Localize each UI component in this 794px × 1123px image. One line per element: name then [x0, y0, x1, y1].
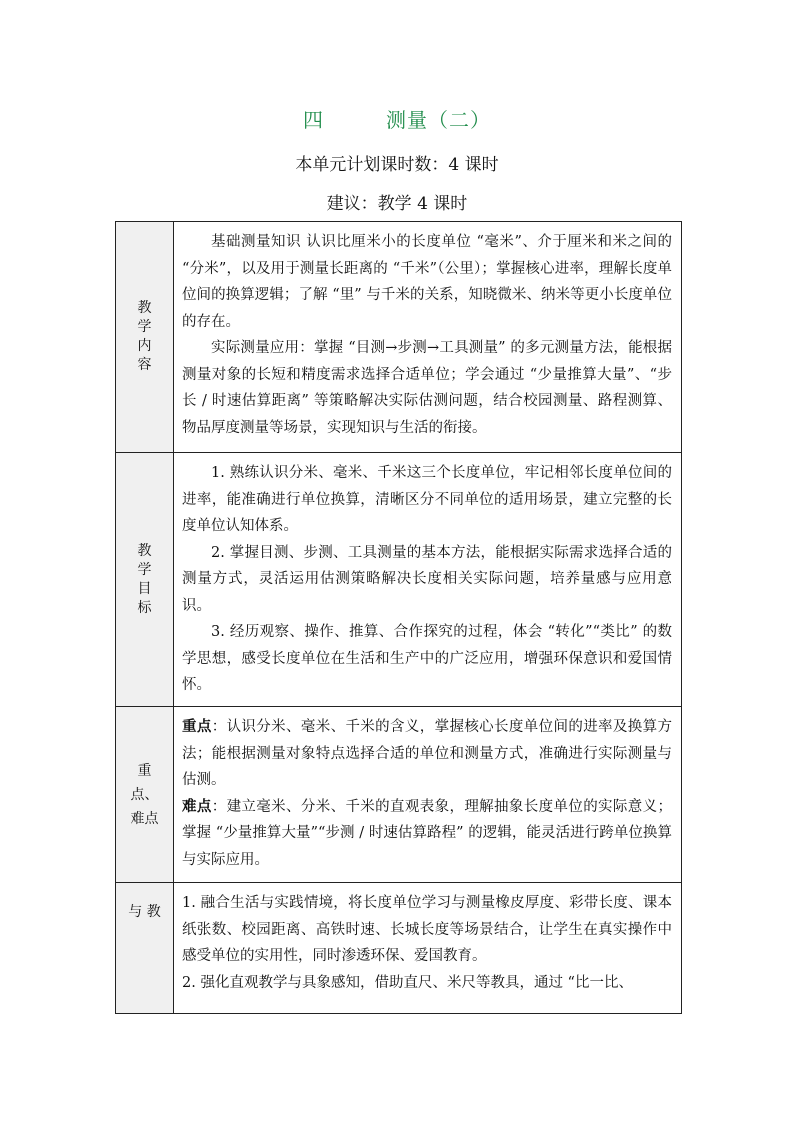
- key-point-text: ：认识分米、毫米、千米的含义，掌握核心长度单位间的进率及换算方法；能根据测量对象特点选择合适的单位和测量方式，准确进行实际测量与估测。: [182, 719, 672, 788]
- unit-title: [0, 104, 794, 133]
- difficult-point-text: ：建立毫米、分米、千米的直观表象，理解抽象长度单位的实际意义；掌握 “少量推算大量”“步测 / 时速估算路程” 的逻辑，能灵活进行跨单位换算与实际应用。: [182, 798, 672, 868]
- cell-key-difficult: [174, 707, 682, 883]
- row-teaching-suggest: [116, 883, 682, 1014]
- row-key-difficult: [116, 707, 682, 883]
- goal-paragraph: 3. 经历观察、操作、推算、合作探究的过程，体会 “转化”“类比” 的数学思想，感受长度单位在生活和生产中的广泛应用，增强环保意识和爱国情怀。: [182, 624, 672, 693]
- difficult-point-title: 难点: [182, 797, 212, 815]
- suggested-hours: 建议：教学 4 课时: [326, 194, 468, 214]
- content-paragraph: 实际测量应用：掌握 “目测→步测→工具测量” 的多元测量方法，能根据测量对象的长短和精度需求选择合适单位；学会通过 “少量推算大量”、“步长 / 时速估算距离” 等策略解决实际估测问题，结合校园测量、路程测算、物品厚度测量等场景，实现知识与生活的衔接。: [182, 340, 672, 436]
- cell-teaching-goals: [174, 453, 682, 707]
- planned-hours: 本单元计划课时数：4 课时: [295, 155, 499, 175]
- row-teaching-goals: [116, 453, 682, 707]
- suggest-paragraph: 2. 强化直观教学与具象感知，借助直尺、米尺等教具，通过 “比一比、: [182, 974, 633, 991]
- label-key-difficult: 重点、难点: [116, 707, 174, 883]
- row-teaching-content: [116, 222, 682, 453]
- goal-paragraph: 1. 熟练认识分米、毫米、千米这三个长度单位，牢记相邻长度单位间的进率，能准确进行单位换算，清晰区分不同单位的适用场景，建立完整的长度单位认知体系。: [182, 465, 672, 534]
- unit-name: 测量（二）: [386, 108, 491, 132]
- difficult-point: [182, 794, 672, 874]
- suggest-paragraph: 1. 融合生活与实践情境，将长度单位学习与测量橡皮厚度、彩带长度、课本纸张数、校园距离、高铁时速、长城长度等场景结合，让学生在真实操作中感受单位的实用性，同时渗透环保、爱国教育。: [182, 895, 672, 964]
- key-point-title: 重点: [182, 718, 212, 735]
- cell-teaching-suggest: [174, 883, 682, 1014]
- content-paragraph: 基础测量知识 认识比厘米小的长度单位 “毫米”、介于厘米和米之间的 “分米”，以及用于测量长距离的 “千米”（公里）；掌握核心进率，理解长度单位间的换算逻辑；了解 “里” 与千米的关系，知晓微米、纳米等更小长度单位的存在。: [182, 234, 672, 330]
- label-teaching-goals: 教学目标: [116, 453, 174, 707]
- goal-paragraph: 2. 掌握目测、步测、工具测量的基本方法，能根据实际需求选择合适的测量方式，灵活运用估测策略解决长度相关实际问题，培养量感与应用意识。: [182, 544, 672, 614]
- label-teaching-content: 教学内容: [116, 222, 174, 453]
- unit-number: 四: [303, 108, 324, 132]
- label-teaching-suggest: 与 教: [116, 883, 174, 1014]
- lesson-plan-table: [115, 221, 682, 1014]
- key-point: [182, 714, 672, 794]
- cell-teaching-content: [174, 222, 682, 453]
